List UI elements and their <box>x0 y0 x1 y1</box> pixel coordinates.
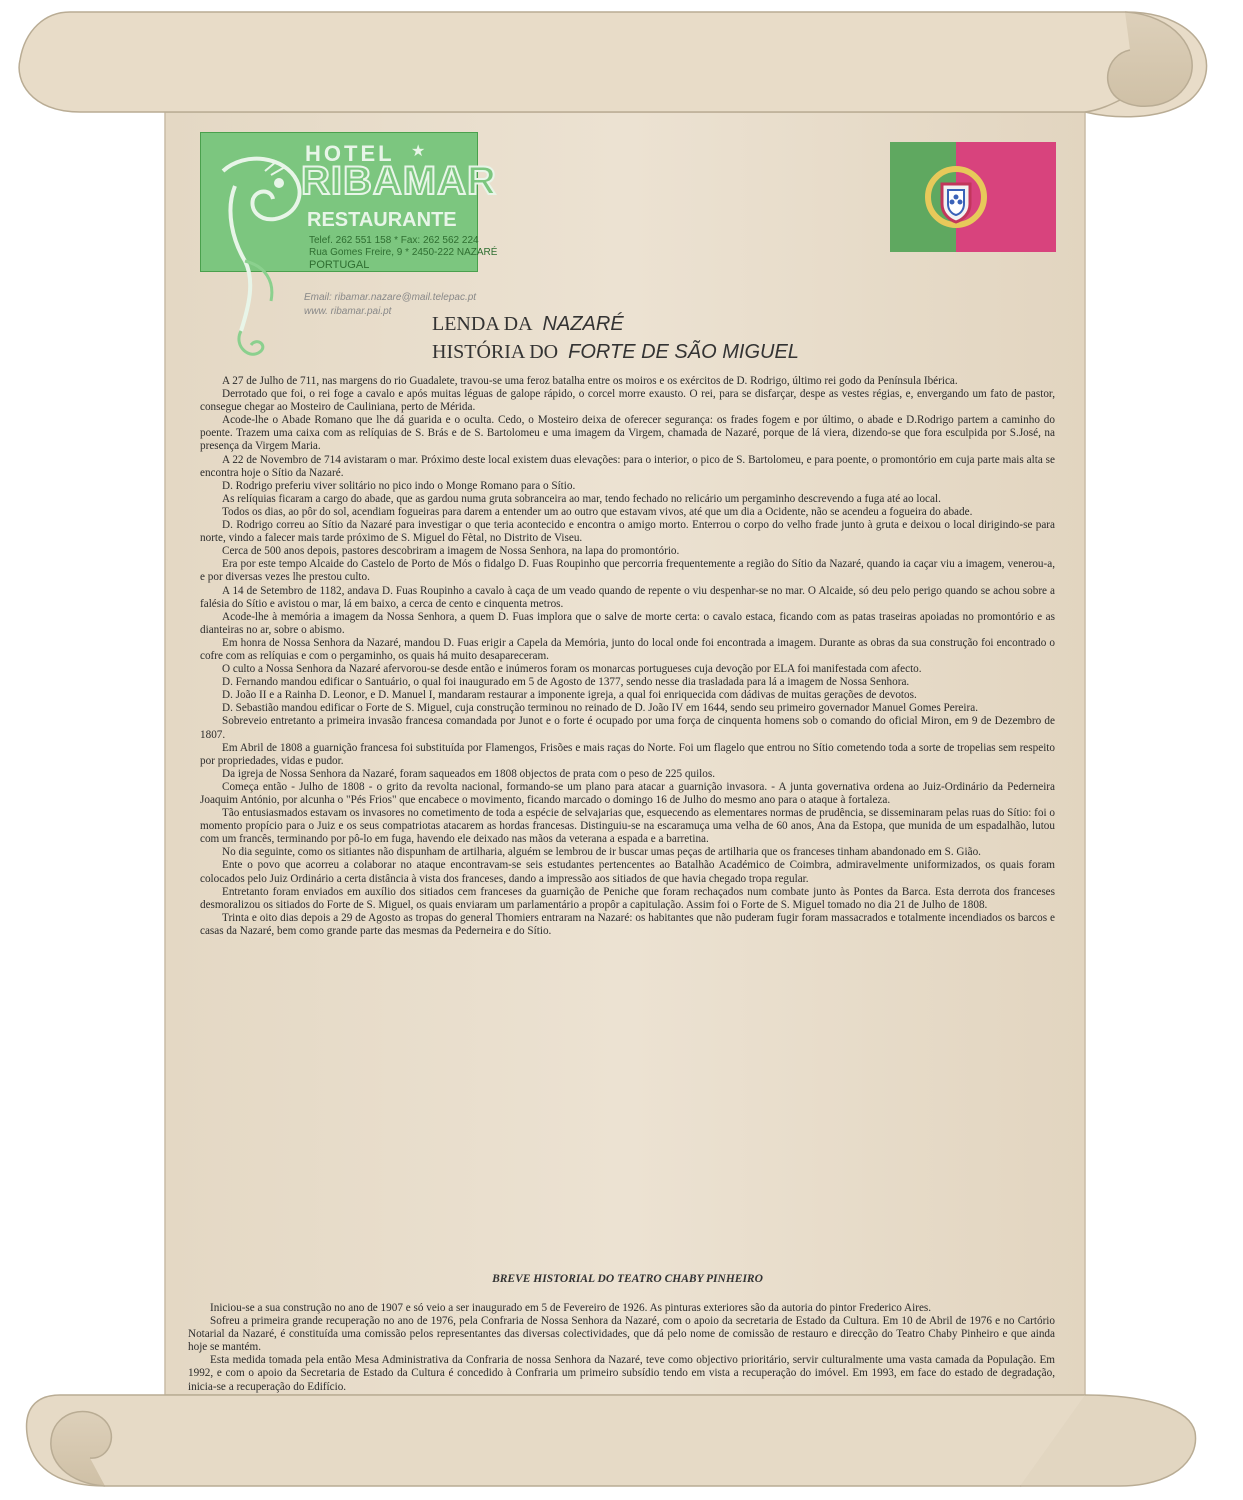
paragraph: Em honra de Nossa Senhora da Nazaré, mandou D. Fuas erigir a Capela da Memória, junto do local onde foi encontrada a imagem. Durante as obras da sua construção foi encontrado o cofre com as relíquias e com o pergaminho, os quais há muito desapareceram. <box>200 636 1055 662</box>
hotel-country: PORTUGAL <box>309 259 370 271</box>
hotel-website: www. ribamar.pai.pt <box>304 306 392 317</box>
title-line-2-emphasis: FORTE DE SÃO MIGUEL <box>568 341 799 363</box>
brand-name: RIBAMAR <box>301 159 497 203</box>
paragraph: Era por este tempo Alcaide do Castelo de Porto de Mós o fidalgo D. Fuas Roupinho que percorria frequentemente a região do Sítio da Nazaré, quando ia caçar viu a imagem, venerou-a, e por diversas vezes lhe prestou culto. <box>200 558 1055 584</box>
paragraph: No dia seguinte, como os sitiantes não dispunham de artilharia, alguém se lembrou de ir buscar umas peças de artilharia que os franceses tinham abandonado em S. Gião. <box>222 846 981 859</box>
paragraph: Começa então - Julho de 1808 - o grito da revolta nacional, formando-se um plano para atacar a guarnição invasora. - A junta governativa ordena ao Juiz-Ordinário da Pederneira Joaquim António, por alcunha o "Pés Frios" que encabece o movimento, ficando marcado o domingo 16 de Julho do mesmo ano para o ataque à fortaleza. <box>200 780 1055 806</box>
hotel-address: Rua Gomes Freire, 9 * 2450-222 NAZARÉ <box>309 247 498 258</box>
paragraph: Cerca de 500 anos depois, pastores descobriram a imagem de Nossa Senhora, na lapa do promontório. <box>222 545 680 558</box>
paragraph: D. Fernando mandou edificar o Santuário, o qual foi inaugurado em 5 de Agosto de 1377, sendo nesse dia trasladada para lá a imagem de Nossa Senhora. <box>222 676 910 689</box>
paragraph: Entretanto foram enviados em auxílio dos sitiados cem franceses da guarnição de Peniche que foram rechaçados num combate junto às Pontes da Barca. Esta derrota dos franceses desmoralizou os sitiados do Forte de S. Miguel, os quais enviaram um parlamentário a propôr a capitulação. Assim foi o Forte de S. Miguel tomado no dia 21 de Julho de 1808. <box>200 885 1055 911</box>
paragraph: Tão entusiasmados estavam os invasores no cometimento de toda a espécie de selvajarias que, esquecendo as elementares normas de prudência, se disseminaram pelas ruas do Sítio: foi o momento propício para o Juiz e os seus compatriotas atacarem as hordas francesas. Distinguiu-se na escaramuça uma velha de 60 anos, Ana da Estopa, que munida de um espadalhão, lutou com um francês, terminando por pô-lo em fuga, havendo ele deixado nas mãos da veterana a espada e a barretina. <box>200 807 1055 846</box>
title-line-2 <box>432 338 799 366</box>
title-block <box>432 310 799 366</box>
portugal-flag-icon <box>890 142 1056 252</box>
hotel-email: Email: ribamar.nazare@mail.telepac.pt <box>304 292 477 303</box>
paragraph: Acode-lhe o Abade Romano que lhe dá guarida e o oculta. Cedo, o Mosteiro deixa de oferecer segurança: os frades fogem e por último, o abade e D.Rodrigo partem a caminho do poente. Trazem uma caixa com as relíquias de S. Brás e de S. Bartolomeu e uma imagem da Virgem, chamada de Nazaré, porque de lá viera, dizendo-se que fora esculpida por S.José, na presença da Virgem Maria. <box>200 414 1055 453</box>
paragraph: Sobreveio entretanto a primeira invasão francesa comandada por Junot e o forte é ocupado por uma força de cinquenta homens sob o comando do oficial Miron, em 9 de Dezembro de 1807. <box>200 715 1055 741</box>
paragraph: Em Abril de 1808 a guarnição francesa foi substituída por Flamengos, Frisões e mais raças do Norte. Foi um flagelo que entrou no Sítio cometendo toda a sorte de tropelias sem respeito por propriedades, vidas e pudor. <box>200 741 1055 767</box>
hotel-label: HOTEL <box>305 141 395 166</box>
paragraph: Trinta e oito dias depois a 29 de Agosto as tropas do general Thomiers entraram na Nazaré: os habitantes que não puderam fugir foram massacrados e totalmente incendiados os barcos e casas da Nazaré, bem como grande parte das mesmas da Pederneira e do Sítio. <box>200 911 1055 937</box>
paragraph: D. João II e a Rainha D. Leonor, e D. Manuel I, mandaram restaurar a imponente igreja, a qual foi enriquecida com dádivas de muitas gerações de devotos. <box>222 689 917 702</box>
paragraph: A 22 de Novembro de 714 avistaram o mar. Próximo deste local existem duas elevações: para o interior, o pico de S. Bartolomeu, e para poente, o promontório em cuja parte mais alta se encontra hoje o Sítio da Nazaré. <box>200 453 1055 479</box>
paragraph: D. Rodrigo correu ao Sítio da Nazaré para investigar o que teria acontecido e encontra o amigo morto. Enterrou o corpo do velho frade junto à gruta e deixou o local dirigindo-se para norte, vindo a falecer mais tarde próximo de S. Miguel do Fètal, no Distrito de Viseu. <box>200 519 1055 545</box>
paragraph: As relíquias ficaram a cargo do abade, que as gardou numa gruta sobranceira ao mar, tendo fechado no relicário um pergaminho descrevendo a fuga até ao local. <box>222 492 941 505</box>
paragraph: O culto a Nossa Senhora da Nazaré afervorou-se desde então e inúmeros foram os monarcas portugueses cuja devoção por ELA foi manifestada com afecto. <box>222 663 922 676</box>
paragraph: Ente o povo que acorreu a colaborar no ataque encontravam-se seis estudantes pertencentes ao Batalhão Académico de Coimbra, admiravelmente uniformizados, os quais foram colocados pelo Juiz Ordinário a certa distância à vista dos franceses, dando a impressão aos sitiados de que havia chegado tropa regular. <box>200 859 1055 885</box>
paragraph: Todos os dias, ao pôr do sol, acendiam fogueiras para darem a entender um ao outro que estavam vivos, até que um dia a Ocidente, não se acendeu a fogueira do abade. <box>222 505 973 518</box>
paragraph: Esta medida tomada pela então Mesa Administrativa da Confraria de nossa Senhora da Nazaré, teve como objectivo prioritário, servir culturalmente uma vasta camada da População. Em 1992, e com o apoio da Secretaria de Estado da Cultura é concedido à Confraria um primeiro subsídio tendo em vista a recuperação do imóvel. Em 1993, em face do estado de degradação, inicia-se a recuperação do Edifício. <box>188 1354 1055 1393</box>
teatro-text <box>188 1302 1055 1394</box>
section-heading: BREVE HISTORIAL DO TEATRO CHABY PINHEIRO <box>492 1273 763 1285</box>
paragraph: A 14 de Setembro de 1182, andava D. Fuas Roupinho a cavalo à caça de um veado quando de repente o viu despenhar-se no mar. O Alcaide, só deu pelo perigo quando se achou sobre a falésia do Sítio e avistou o mar, lá em baixo, a cerca de cento e cinquenta metros. <box>200 584 1055 610</box>
document-sheet <box>188 130 1080 1450</box>
star-icon: ★ <box>411 143 426 160</box>
title-line-1 <box>432 310 799 338</box>
paragraph: Iniciou-se a sua construção no ano de 1907 e só veio a ser inaugurado em 5 de Fevereiro de 1926. As pinturas exteriores são da autoria do pintor Frederico Aires. <box>210 1302 932 1314</box>
title-line-2-prefix: HISTÓRIA DO <box>432 341 559 363</box>
restaurant-label: RESTAURANTE <box>307 209 457 231</box>
paragraph: D. Sebastião mandou edificar o Forte de S. Miguel, cuja construção terminou no reinado de D. João IV em 1644, sendo seu primeiro governador Manuel Gomes Pereira. <box>222 702 978 715</box>
paragraph: Derrotado que foi, o rei foge a cavalo e após muitas léguas de galope rápido, o corcel morre exausto. O rei, para se disfarçar, despe as vestes régias, e, envergando um fato de pastor, consegue chegar ao Mosteiro de Cauliniana, perto de Mérida. <box>200 388 1055 414</box>
hotel-card <box>200 132 498 272</box>
paragraph: Da igreja de Nossa Senhora da Nazaré, foram saqueados em 1808 objectos de prata com o peso de 225 quilos. <box>222 767 716 780</box>
legend-text <box>200 375 1055 938</box>
paragraph: D. Rodrigo preferiu viver solitário no pico indo o Monge Romano para o Sítio. <box>222 479 576 492</box>
hotel-phone: Telef. 262 551 158 * Fax: 262 562 224 <box>309 235 479 246</box>
title-line-1-prefix: LENDA DA <box>432 313 533 335</box>
fish-mascot-icon <box>205 141 315 381</box>
paragraph: Sofreu a primeira grande recuperação no ano de 1976, pela Confraria de Nossa Senhora da Nazaré, com o apoio da secretaria de Estado da Cultura. Em 10 de Abril de 1976 e no Cartório Notarial da Nazaré, é constituída uma comissão pelos representantes das diversas colectividades, que dá pelo nome de comissão de restauro e direcção do Teatro Chaby Pinheiro e que ainda hoje se mantém. <box>188 1315 1055 1354</box>
title-line-1-emphasis: NAZARÉ <box>542 313 624 335</box>
paragraph: A 27 de Julho de 711, nas margens do rio Guadalete, travou-se uma feroz batalha entre os moiros e os exércitos de D. Rodrigo, último rei godo da Península Ibérica. <box>222 375 958 387</box>
paragraph: Acode-lhe à memória a imagem da Nossa Senhora, a quem D. Fuas implora que o salve de morte certa: o cavalo estaca, ficando com as patas traseiras apoiadas no promontório e as dianteiras no ar, sobre o abismo. <box>200 610 1055 636</box>
